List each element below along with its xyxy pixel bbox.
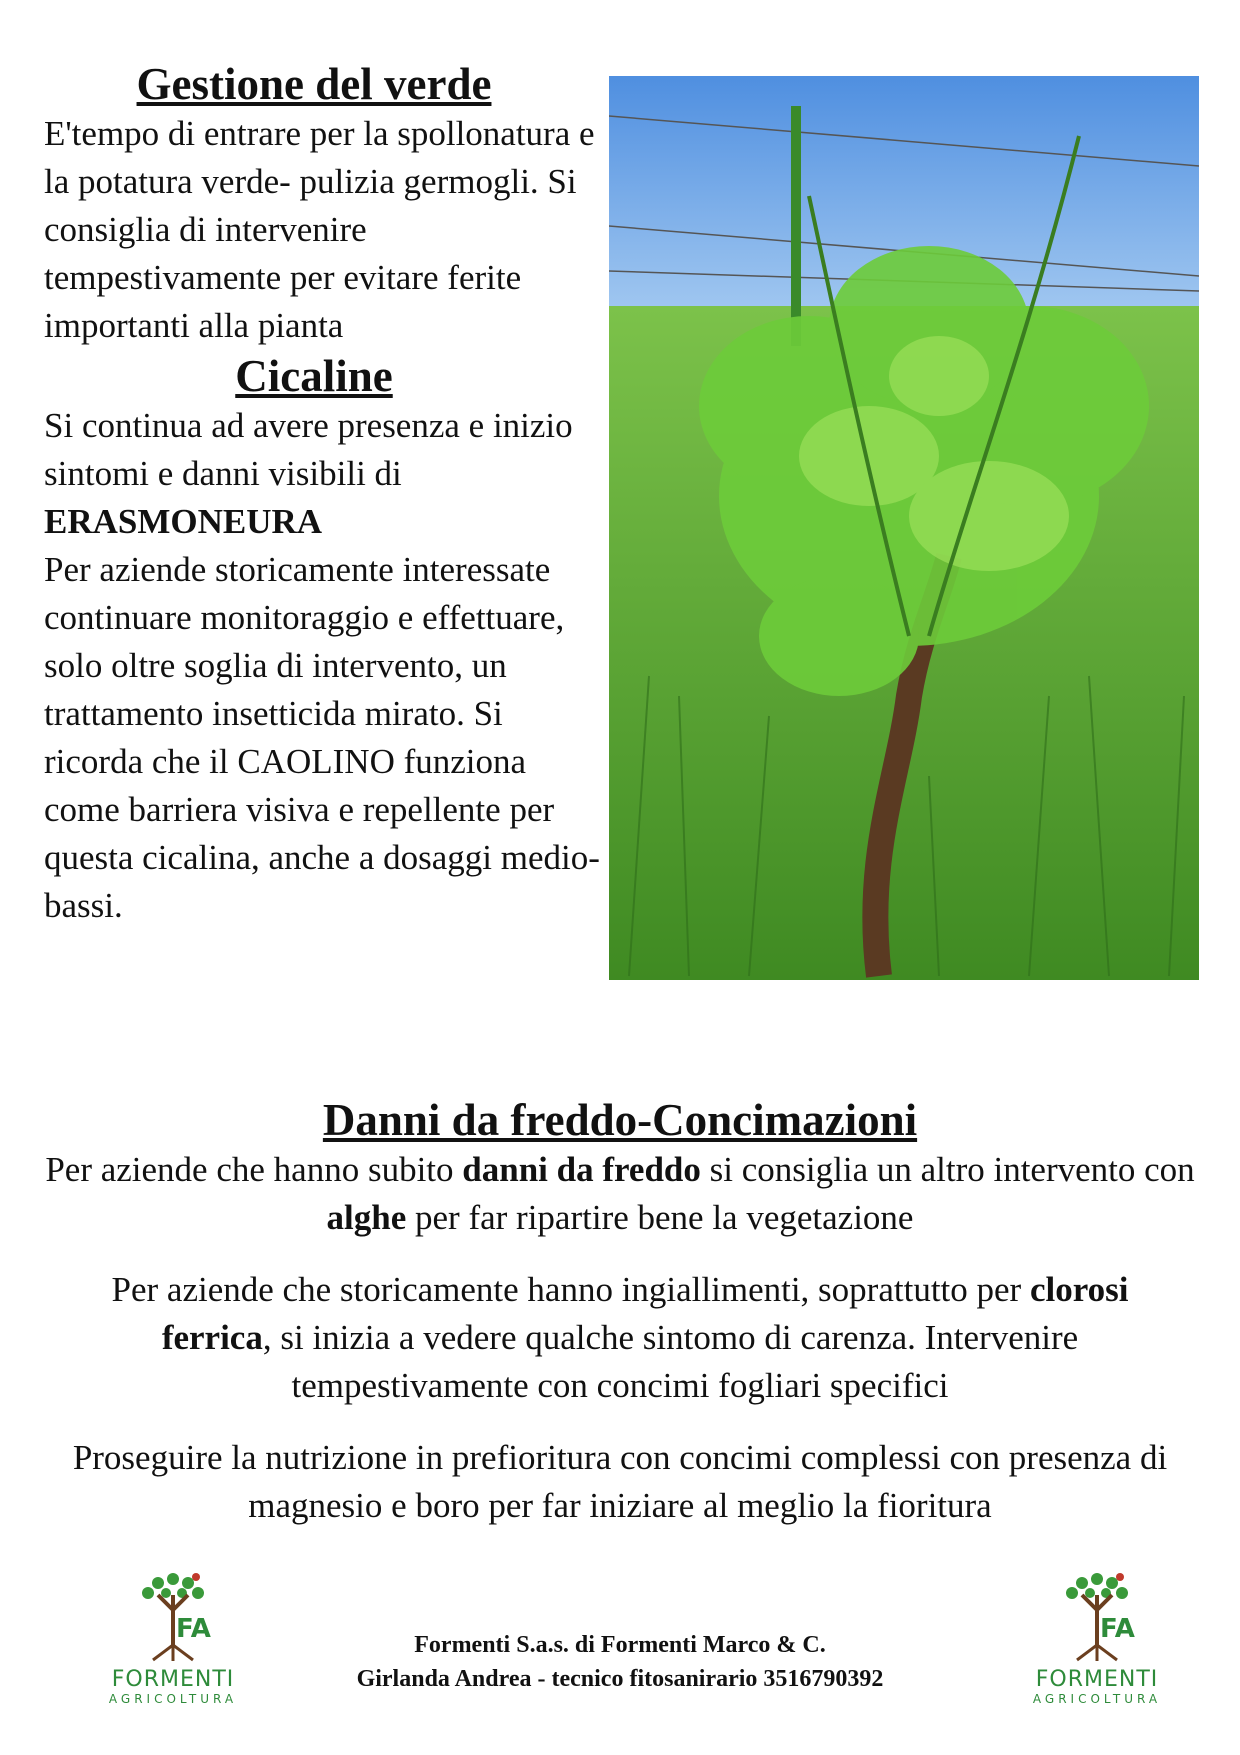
footer-technician: Girlanda Andrea - tecnico fitosanirario 3516790392 [356, 1666, 884, 1692]
footer-company: Formenti S.a.s. di Formenti Marco & C. [414, 1632, 826, 1658]
cicaline-intro: Si continua ad avere presenza e inizio sintomi e danni visibili di [44, 406, 573, 493]
freddo-paragraph-3: Proseguire la nutrizione in prefioritura con concimi complessi con presenza di magnesio e boro per far iniziare al meglio la fioritura [72, 1438, 1168, 1525]
tree-logo-icon [128, 1565, 218, 1665]
left-column [44, 58, 604, 930]
logo-subtitle: AGRICOLTURA [1032, 1692, 1162, 1706]
footer [0, 1565, 1240, 1755]
section-danni-freddo [40, 1094, 1200, 1554]
gestione-verde-text: E'tempo di entrare per la spollonatura e la potatura verde- pulizia germogli. Si consiglia di intervenire tempestivamente per evitare ferite importanti alla pianta [44, 114, 595, 345]
cicaline-text: Per aziende storicamente interessate continuare monitoraggio e effettuare, solo oltre soglia di intervento, un trattamento insetticida mirato. Si ricorda che il CAOLINO funziona come barriera visiva e repellente per questa cicalina, anche a dosaggi medio-bassi. [44, 550, 600, 925]
svg-text:FA: FA [1100, 1614, 1135, 1644]
vineyard-photo [609, 76, 1199, 980]
heading-cicaline: Cicaline [235, 351, 393, 401]
freddo-paragraph-2: Per aziende che storicamente hanno ingiallimenti, soprattutto per clorosi ferrica, si inizia a vedere qualche sintomo di carenza. Intervenire tempestivamente con concimi fogliari specifici [111, 1270, 1129, 1405]
logo-word: FORMENTI [1035, 1667, 1159, 1692]
company-logo-left [88, 1565, 258, 1725]
company-logo-right [1012, 1565, 1182, 1725]
footer-text [280, 1628, 960, 1696]
tree-logo-icon [1052, 1565, 1142, 1665]
heading-gestione-verde: Gestione del verde [136, 59, 492, 109]
heading-danni-freddo: Danni da freddo-Concimazioni [322, 1095, 918, 1145]
freddo-paragraph-1: Per aziende che hanno subito danni da freddo si consiglia un altro intervento con alghe per far ripartire bene la vegetazione [45, 1150, 1195, 1237]
cicaline-pest-name: ERASMONEURA [44, 502, 323, 541]
logo-subtitle: AGRICOLTURA [108, 1692, 238, 1706]
logo-word: FORMENTI [111, 1667, 235, 1692]
vine-image [609, 76, 1199, 980]
svg-text:FA: FA [176, 1614, 211, 1644]
